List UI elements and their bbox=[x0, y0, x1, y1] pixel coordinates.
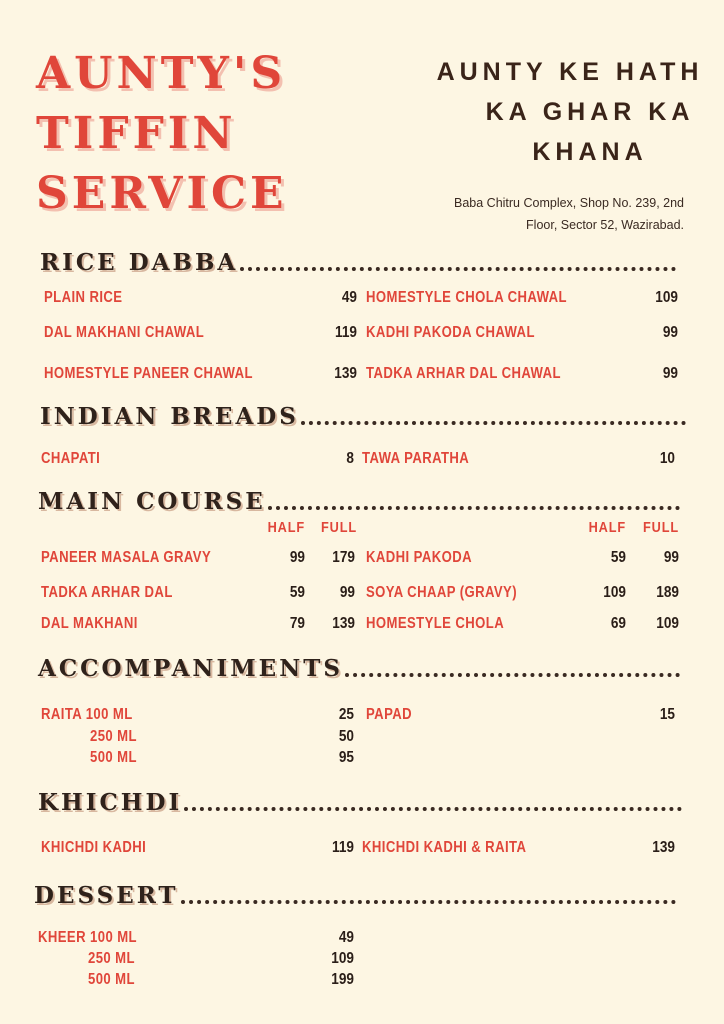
menu-item-price: 99 bbox=[662, 365, 678, 382]
menu-item-price: 99 bbox=[662, 324, 678, 341]
price-half: 109 bbox=[603, 584, 626, 601]
price-half: 79 bbox=[289, 615, 305, 632]
menu-item-price: 119 bbox=[332, 839, 354, 856]
section-header bbox=[38, 485, 680, 515]
menu-item-name: 250 ML bbox=[88, 950, 135, 967]
menu-item-name: KHICHDI KADHI bbox=[41, 839, 147, 856]
menu-item-name: HOMESTYLE CHOLA bbox=[366, 615, 505, 632]
section-title: MAIN COURSE bbox=[38, 488, 266, 515]
price-half: 99 bbox=[289, 549, 305, 566]
restaurant-title bbox=[36, 44, 288, 224]
menu-item-name: KHEER 100 ML bbox=[38, 929, 137, 946]
tagline bbox=[430, 52, 710, 172]
menu-item-name: TADKA ARHAR DAL CHAWAL bbox=[366, 365, 561, 382]
menu-item-price: 199 bbox=[331, 971, 354, 988]
menu-item-name: RAITA 100 ML bbox=[41, 706, 133, 723]
menu-item-name: TAWA PARATHA bbox=[362, 450, 470, 467]
menu-item-name: TADKA ARHAR DAL bbox=[41, 584, 173, 601]
menu-item-name: SOYA CHAAP (GRAVY) bbox=[366, 584, 517, 601]
menu-item-name: PLAIN RICE bbox=[44, 289, 123, 306]
menu-item-name: PANEER MASALA GRAVY bbox=[41, 549, 212, 566]
title-line: SERVICE bbox=[36, 168, 288, 219]
tagline-line: KA GHAR KA bbox=[485, 98, 695, 126]
menu-item-name: CHAPATI bbox=[41, 450, 101, 467]
section-title: RICE DABBA bbox=[40, 249, 239, 276]
menu-item-name: HOMESTYLE PANEER CHAWAL bbox=[44, 365, 253, 382]
dotted-leader bbox=[240, 267, 676, 271]
address-line: Baba Chitru Complex, Shop No. 239, 2nd bbox=[454, 196, 684, 210]
menu-item-price: 109 bbox=[655, 289, 678, 306]
section-header bbox=[40, 246, 676, 276]
section-header bbox=[40, 400, 686, 430]
menu-item-price: 139 bbox=[652, 839, 675, 856]
dotted-leader bbox=[301, 421, 686, 425]
menu-item-name: 500 ML bbox=[88, 971, 135, 988]
section-header bbox=[38, 652, 680, 682]
menu-item-price: 95 bbox=[338, 749, 354, 766]
price-full: 109 bbox=[656, 615, 679, 632]
menu-item-name: PAPAD bbox=[366, 706, 413, 723]
section-title: KHICHDI bbox=[38, 789, 183, 816]
section-title: INDIAN BREADS bbox=[40, 403, 299, 430]
title-line: AUNTY'S bbox=[36, 48, 287, 99]
price-full: 179 bbox=[332, 549, 355, 566]
address-line: Floor, Sector 52, Wazirabad. bbox=[526, 218, 684, 232]
menu-item-name: 250 ML bbox=[90, 728, 137, 745]
dotted-leader bbox=[268, 506, 680, 510]
price-half: 69 bbox=[610, 615, 626, 632]
menu-item-price: 15 bbox=[659, 706, 675, 723]
dotted-leader bbox=[345, 673, 680, 677]
menu-item-name: KADHI PAKODA CHAWAL bbox=[366, 324, 535, 341]
title-line: TIFFIN bbox=[36, 108, 237, 159]
menu-item-price: 109 bbox=[331, 950, 354, 967]
menu-item-name: HOMESTYLE CHOLA CHAWAL bbox=[366, 289, 567, 306]
menu-item-name: DAL MAKHANI CHAWAL bbox=[44, 324, 205, 341]
menu-item-price: 119 bbox=[335, 324, 357, 341]
dotted-leader bbox=[181, 900, 676, 904]
section-title: ACCOMPANIMENTS bbox=[38, 655, 343, 682]
column-header-half: HALF bbox=[588, 519, 626, 536]
section-header bbox=[38, 786, 682, 816]
menu-item-price: 25 bbox=[338, 706, 354, 723]
address bbox=[404, 192, 684, 236]
menu-item-price: 50 bbox=[338, 728, 354, 745]
menu-item-name: 500 ML bbox=[90, 749, 137, 766]
column-header-full: FULL bbox=[643, 519, 679, 536]
price-half: 59 bbox=[289, 584, 305, 601]
menu-item-price: 139 bbox=[334, 365, 357, 382]
menu-item-price: 49 bbox=[341, 289, 357, 306]
dotted-leader bbox=[184, 807, 682, 811]
price-full: 139 bbox=[332, 615, 355, 632]
section-header bbox=[34, 879, 676, 909]
menu-item-name: KADHI PAKODA bbox=[366, 549, 472, 566]
price-full: 99 bbox=[339, 584, 355, 601]
column-header-full: FULL bbox=[321, 519, 357, 536]
menu-item-price: 10 bbox=[659, 450, 675, 467]
tagline-line: KHANA bbox=[532, 138, 648, 166]
section-title: DESSERT bbox=[34, 882, 179, 909]
price-full: 99 bbox=[663, 549, 679, 566]
column-header-half: HALF bbox=[267, 519, 305, 536]
menu-item-price: 49 bbox=[338, 929, 354, 946]
price-half: 59 bbox=[610, 549, 626, 566]
menu-item-name: DAL MAKHANI bbox=[41, 615, 138, 632]
tagline-line: AUNTY KE HATH bbox=[436, 58, 704, 86]
menu-item-name: KHICHDI KADHI & RAITA bbox=[362, 839, 527, 856]
menu-item-price: 8 bbox=[346, 450, 354, 467]
price-full: 189 bbox=[656, 584, 679, 601]
